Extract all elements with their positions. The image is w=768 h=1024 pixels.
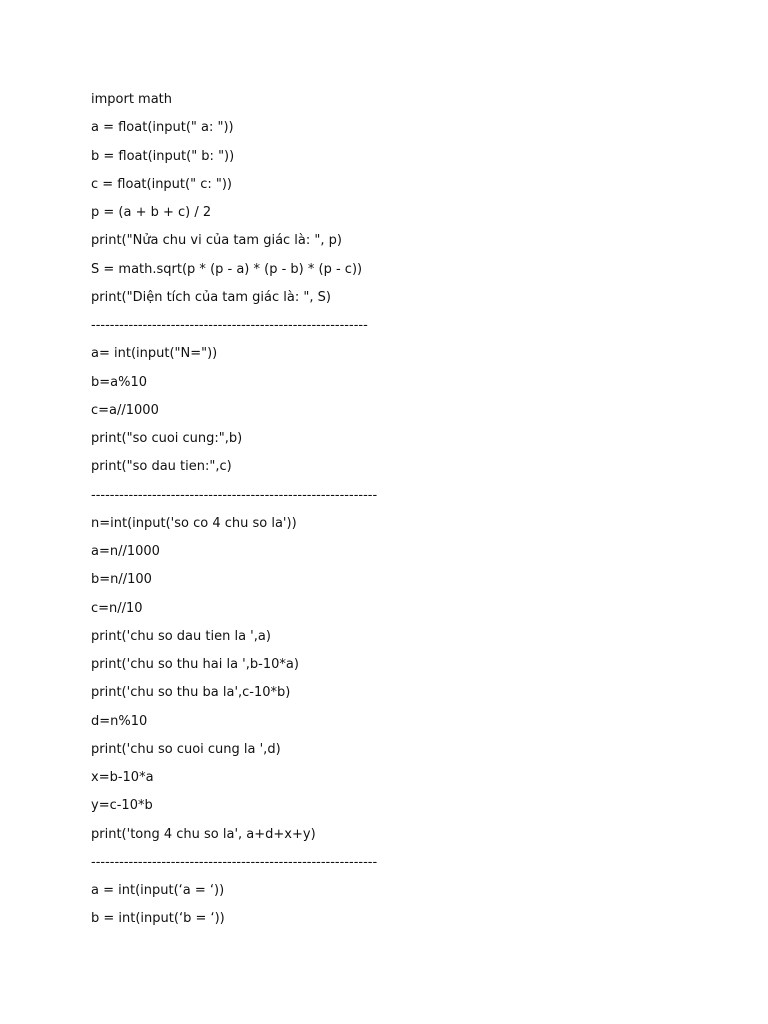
code-line: c=n//10 [91,600,143,616]
code-line: print('chu so thu ba la',c-10*b) [91,685,291,701]
code-line: a= int(input("N=")) [91,346,218,362]
code-line: print('chu so thu hai la ',b-10*a) [91,657,299,672]
code-line: d=n%10 [91,713,148,729]
code-line: b=a%10 [91,374,148,390]
code-line: p = (a + b + c) / 2 [91,205,212,220]
code-line: print('chu so cuoi cung la ',d) [91,741,281,757]
code-line: b = float(input(" b: ")) [91,148,235,164]
separator-line: ------------------------------------------------------------- [91,854,378,870]
code-line: a = float(input(" a: ")) [91,120,234,136]
separator-line: ------------------------------------------------------------- [91,487,378,503]
code-line: a = int(input(‘a = ‘)) [91,883,225,898]
code-line: c=a//1000 [91,402,159,418]
code-line: n=int(input('so co 4 chu so la')) [91,515,297,531]
code-line: print("Nửa chu vi của tam giác là: ", p) [91,233,342,249]
code-line: a=n//1000 [91,544,160,559]
code-line: b=n//100 [91,572,152,588]
code-line: print("so cuoi cung:",b) [91,431,243,446]
code-line: b = int(input(‘b = ‘)) [91,911,225,927]
code-text-block [91,89,377,937]
separator-line: ----------------------------------------------------------- [91,318,368,333]
code-line: print("Diện tích của tam giác là: ", S) [91,289,331,305]
code-line: print('chu so dau tien la ',a) [91,628,271,644]
code-line: y=c-10*b [91,798,153,814]
code-line: S = math.sqrt(p * (p - a) * (p - b) * (p - c)) [91,261,363,277]
code-line: print('tong 4 chu so la', a+d+x+y) [91,826,316,842]
code-line: c = float(input(" c: ")) [91,176,232,192]
code-line: x=b-10*a [91,770,154,785]
code-line: print("so dau tien:",c) [91,459,232,475]
code-line: import math [91,92,173,107]
